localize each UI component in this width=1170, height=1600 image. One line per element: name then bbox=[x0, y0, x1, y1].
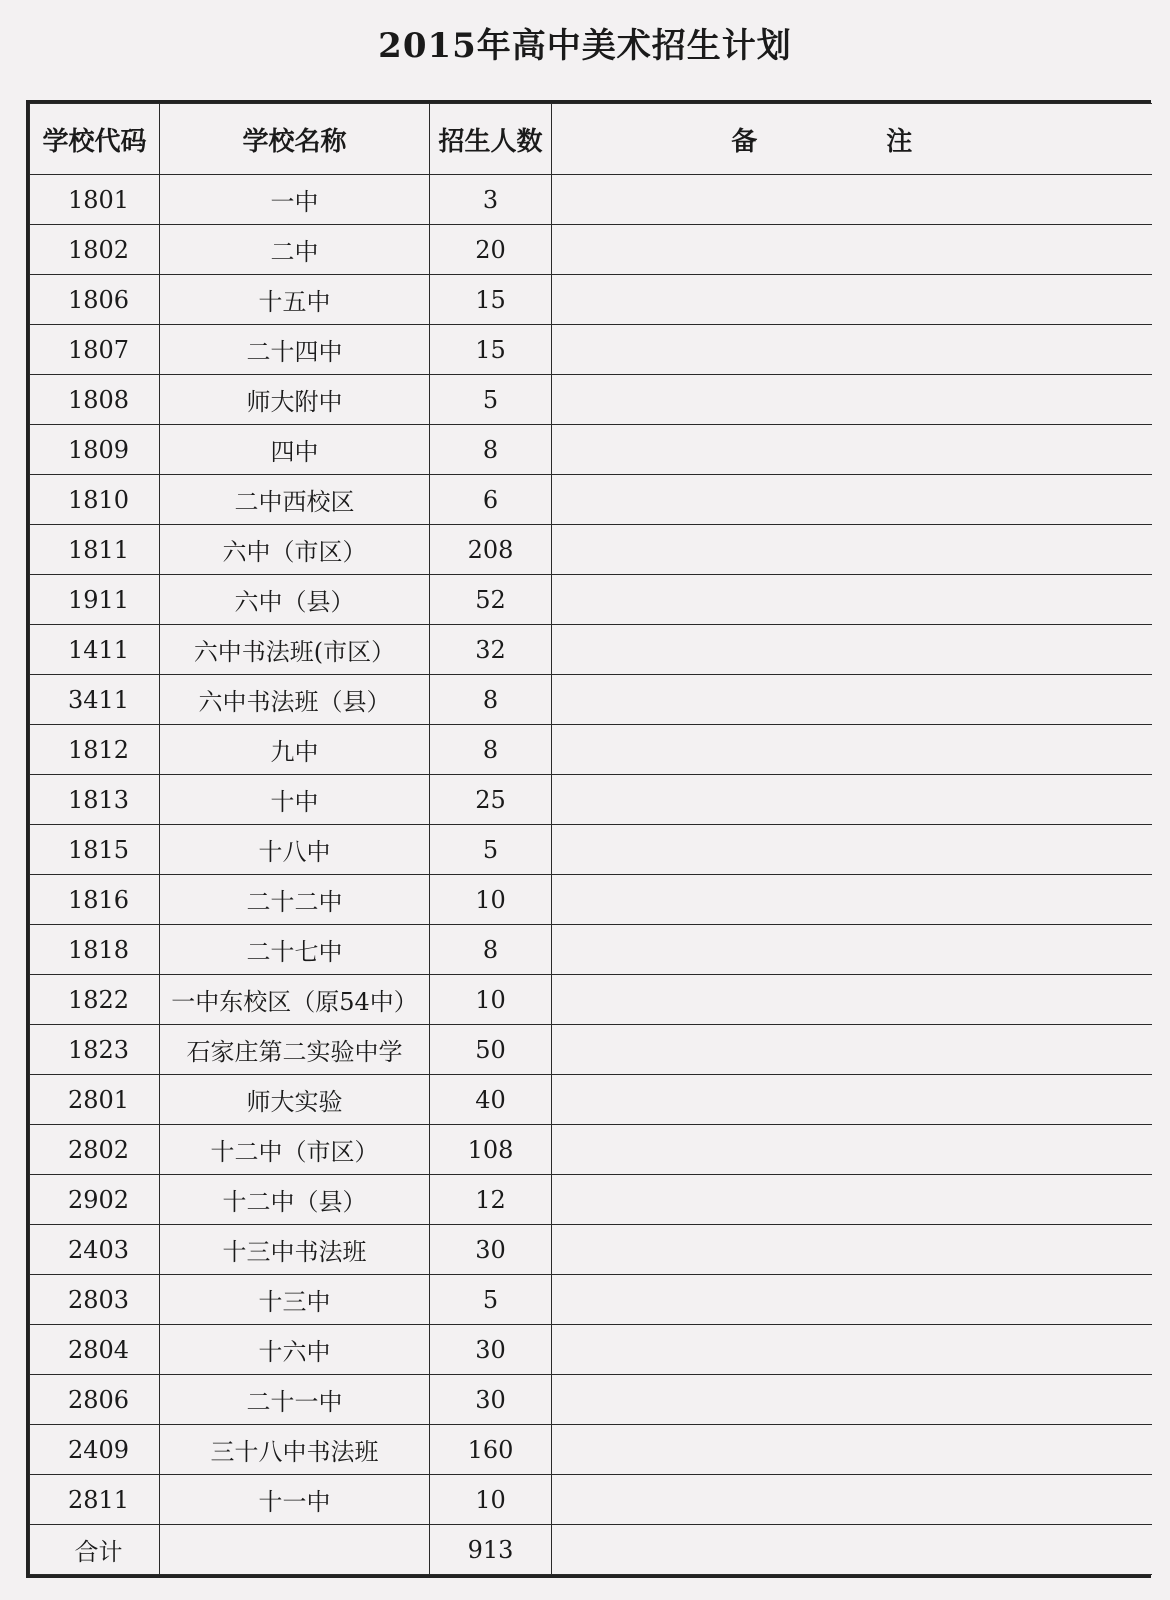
school-name-cell: 十二中（市区） bbox=[160, 1125, 430, 1175]
school-code-cell: 2802 bbox=[30, 1125, 160, 1175]
table-row bbox=[30, 675, 1152, 725]
school-name-cell: 二十四中 bbox=[160, 325, 430, 375]
enrollment-count-cell: 8 bbox=[430, 925, 552, 975]
enrollment-count-cell: 8 bbox=[430, 725, 552, 775]
remark-cell bbox=[552, 275, 1152, 325]
enrollment-count-cell: 5 bbox=[430, 375, 552, 425]
remark-cell bbox=[552, 1225, 1152, 1275]
enrollment-count-cell: 30 bbox=[430, 1325, 552, 1375]
remark-cell bbox=[552, 1125, 1152, 1175]
remark-cell bbox=[552, 525, 1152, 575]
school-code-cell: 3411 bbox=[30, 675, 160, 725]
enrollment-count-cell: 10 bbox=[430, 1475, 552, 1525]
table-row bbox=[30, 1425, 1152, 1475]
school-name-cell: 师大附中 bbox=[160, 375, 430, 425]
header-school-name: 学校名称 bbox=[160, 104, 430, 175]
school-code-cell: 2811 bbox=[30, 1475, 160, 1525]
table-row bbox=[30, 725, 1152, 775]
enrollment-count-cell: 25 bbox=[430, 775, 552, 825]
school-code-cell: 1818 bbox=[30, 925, 160, 975]
enrollment-count-cell: 30 bbox=[430, 1225, 552, 1275]
total-remark-cell bbox=[552, 1525, 1152, 1575]
remark-cell bbox=[552, 1075, 1152, 1125]
table-row bbox=[30, 525, 1152, 575]
school-code-cell: 1808 bbox=[30, 375, 160, 425]
header-school-code: 学校代码 bbox=[30, 104, 160, 175]
school-name-cell: 二中 bbox=[160, 225, 430, 275]
school-name-cell: 九中 bbox=[160, 725, 430, 775]
remark-cell bbox=[552, 325, 1152, 375]
school-name-cell: 六中（县） bbox=[160, 575, 430, 625]
enrollment-count-cell: 5 bbox=[430, 825, 552, 875]
table-row bbox=[30, 1275, 1152, 1325]
enrollment-count-cell: 30 bbox=[430, 1375, 552, 1425]
school-name-cell: 六中（市区） bbox=[160, 525, 430, 575]
remark-cell bbox=[552, 775, 1152, 825]
school-name-cell: 十二中（县） bbox=[160, 1175, 430, 1225]
school-code-cell: 1811 bbox=[30, 525, 160, 575]
table-row bbox=[30, 1075, 1152, 1125]
enrollment-count-cell: 5 bbox=[430, 1275, 552, 1325]
table-row bbox=[30, 825, 1152, 875]
school-name-cell: 十五中 bbox=[160, 275, 430, 325]
table-row bbox=[30, 575, 1152, 625]
table-row bbox=[30, 775, 1152, 825]
school-name-cell: 二十二中 bbox=[160, 875, 430, 925]
table-row bbox=[30, 1125, 1152, 1175]
school-name-cell: 石家庄第二实验中学 bbox=[160, 1025, 430, 1075]
enrollment-table-frame bbox=[26, 100, 1151, 1578]
table-header-row bbox=[30, 104, 1152, 175]
remark-cell bbox=[552, 1425, 1152, 1475]
school-code-cell: 1807 bbox=[30, 325, 160, 375]
total-label: 合计 bbox=[30, 1525, 160, 1575]
school-code-cell: 2803 bbox=[30, 1275, 160, 1325]
table-row bbox=[30, 225, 1152, 275]
school-code-cell: 1802 bbox=[30, 225, 160, 275]
school-name-cell: 一中 bbox=[160, 175, 430, 225]
school-code-cell: 1816 bbox=[30, 875, 160, 925]
table-row bbox=[30, 1025, 1152, 1075]
table-row bbox=[30, 925, 1152, 975]
enrollment-count-cell: 20 bbox=[430, 225, 552, 275]
remark-cell bbox=[552, 575, 1152, 625]
school-code-cell: 1911 bbox=[30, 575, 160, 625]
school-name-cell: 师大实验 bbox=[160, 1075, 430, 1125]
table-row bbox=[30, 275, 1152, 325]
enrollment-count-cell: 208 bbox=[430, 525, 552, 575]
school-name-cell: 二中西校区 bbox=[160, 475, 430, 525]
header-remark: 备 注 bbox=[552, 104, 1152, 175]
school-code-cell: 1810 bbox=[30, 475, 160, 525]
table-row bbox=[30, 1175, 1152, 1225]
school-code-cell: 1809 bbox=[30, 425, 160, 475]
enrollment-count-cell: 32 bbox=[430, 625, 552, 675]
school-code-cell: 1801 bbox=[30, 175, 160, 225]
enrollment-count-cell: 8 bbox=[430, 425, 552, 475]
table-row bbox=[30, 1225, 1152, 1275]
remark-cell bbox=[552, 475, 1152, 525]
enrollment-count-cell: 3 bbox=[430, 175, 552, 225]
remark-cell bbox=[552, 675, 1152, 725]
school-code-cell: 2409 bbox=[30, 1425, 160, 1475]
remark-cell bbox=[552, 925, 1152, 975]
school-code-cell: 1411 bbox=[30, 625, 160, 675]
school-name-cell: 二十七中 bbox=[160, 925, 430, 975]
table-row bbox=[30, 975, 1152, 1025]
total-name-cell bbox=[160, 1525, 430, 1575]
remark-cell bbox=[552, 1325, 1152, 1375]
remark-cell bbox=[552, 875, 1152, 925]
school-name-cell: 十一中 bbox=[160, 1475, 430, 1525]
enrollment-count-cell: 40 bbox=[430, 1075, 552, 1125]
enrollment-count-cell: 10 bbox=[430, 875, 552, 925]
enrollment-count-cell: 15 bbox=[430, 275, 552, 325]
school-name-cell: 十六中 bbox=[160, 1325, 430, 1375]
table-row bbox=[30, 1375, 1152, 1425]
enrollment-count-cell: 160 bbox=[430, 1425, 552, 1475]
table-row bbox=[30, 425, 1152, 475]
school-code-cell: 1823 bbox=[30, 1025, 160, 1075]
total-count: 913 bbox=[430, 1525, 552, 1575]
table-row bbox=[30, 475, 1152, 525]
school-name-cell: 三十八中书法班 bbox=[160, 1425, 430, 1475]
school-name-cell: 二十一中 bbox=[160, 1375, 430, 1425]
remark-cell bbox=[552, 1275, 1152, 1325]
school-name-cell: 十中 bbox=[160, 775, 430, 825]
table-row bbox=[30, 625, 1152, 675]
school-name-cell: 六中书法班(市区） bbox=[160, 625, 430, 675]
school-code-cell: 1812 bbox=[30, 725, 160, 775]
school-code-cell: 2403 bbox=[30, 1225, 160, 1275]
remark-cell bbox=[552, 225, 1152, 275]
remark-cell bbox=[552, 425, 1152, 475]
page-title: 2015年高中美术招生计划 bbox=[378, 26, 792, 66]
total-row bbox=[30, 1525, 1152, 1575]
remark-cell bbox=[552, 175, 1152, 225]
remark-cell bbox=[552, 375, 1152, 425]
enrollment-count-cell: 108 bbox=[430, 1125, 552, 1175]
school-code-cell: 1806 bbox=[30, 275, 160, 325]
enrollment-count-cell: 52 bbox=[430, 575, 552, 625]
enrollment-table bbox=[29, 103, 1152, 1575]
school-name-cell: 十三中 bbox=[160, 1275, 430, 1325]
enrollment-count-cell: 15 bbox=[430, 325, 552, 375]
school-code-cell: 1815 bbox=[30, 825, 160, 875]
school-code-cell: 1813 bbox=[30, 775, 160, 825]
table-row bbox=[30, 1325, 1152, 1375]
remark-cell bbox=[552, 1025, 1152, 1075]
table-row bbox=[30, 1475, 1152, 1525]
school-code-cell: 2806 bbox=[30, 1375, 160, 1425]
enrollment-count-cell: 8 bbox=[430, 675, 552, 725]
table-row bbox=[30, 325, 1152, 375]
school-name-cell: 一中东校区（原54中） bbox=[160, 975, 430, 1025]
school-code-cell: 2902 bbox=[30, 1175, 160, 1225]
remark-cell bbox=[552, 1475, 1152, 1525]
table-body bbox=[30, 175, 1152, 1525]
school-code-cell: 2804 bbox=[30, 1325, 160, 1375]
school-code-cell: 2801 bbox=[30, 1075, 160, 1125]
school-name-cell: 十三中书法班 bbox=[160, 1225, 430, 1275]
enrollment-count-cell: 12 bbox=[430, 1175, 552, 1225]
header-enrollment-count: 招生人数 bbox=[430, 104, 552, 175]
table-row bbox=[30, 375, 1152, 425]
remark-cell bbox=[552, 1375, 1152, 1425]
remark-cell bbox=[552, 975, 1152, 1025]
table-row bbox=[30, 175, 1152, 225]
school-code-cell: 1822 bbox=[30, 975, 160, 1025]
enrollment-count-cell: 10 bbox=[430, 975, 552, 1025]
table-row bbox=[30, 875, 1152, 925]
school-name-cell: 六中书法班（县） bbox=[160, 675, 430, 725]
school-name-cell: 四中 bbox=[160, 425, 430, 475]
enrollment-count-cell: 6 bbox=[430, 475, 552, 525]
remark-cell bbox=[552, 625, 1152, 675]
remark-cell bbox=[552, 1175, 1152, 1225]
remark-cell bbox=[552, 825, 1152, 875]
school-name-cell: 十八中 bbox=[160, 825, 430, 875]
enrollment-count-cell: 50 bbox=[430, 1025, 552, 1075]
remark-cell bbox=[552, 725, 1152, 775]
